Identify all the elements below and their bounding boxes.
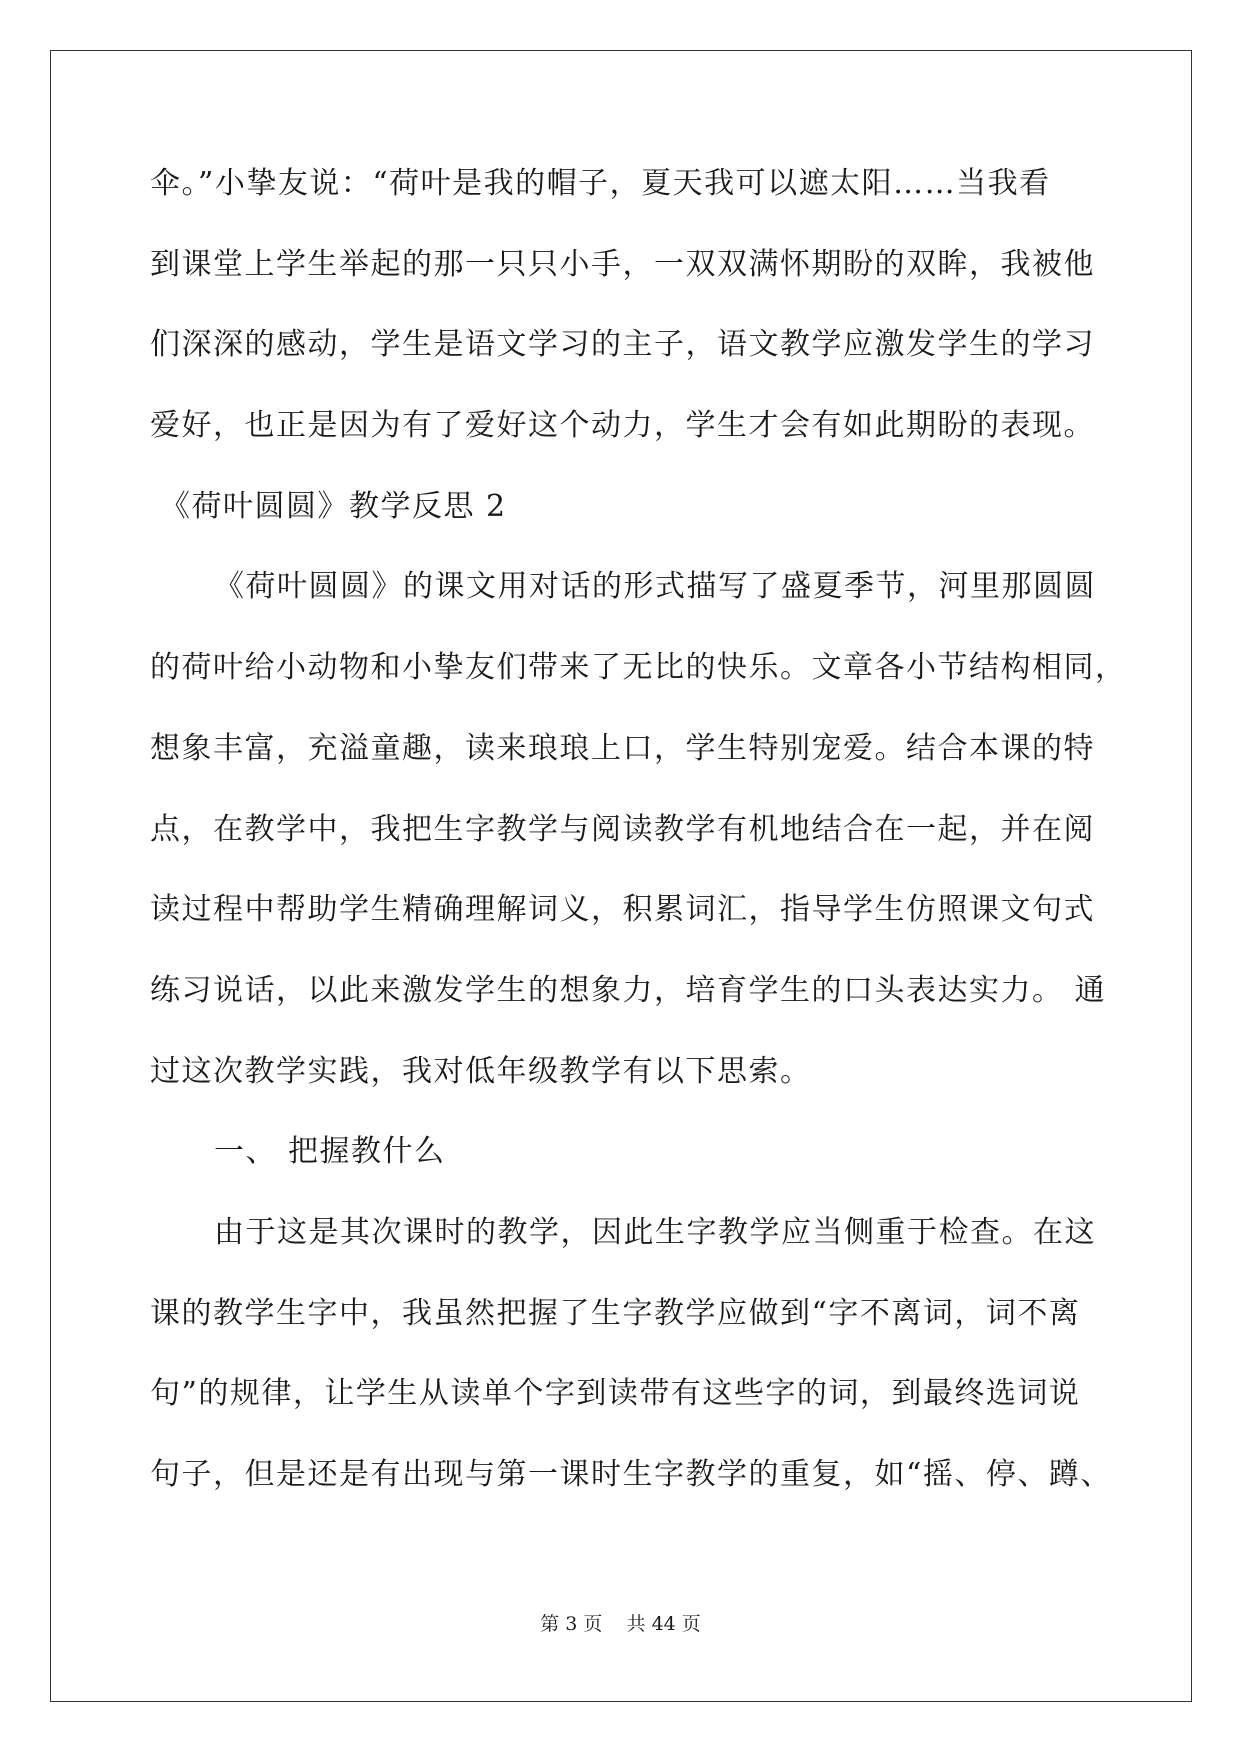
text-line: 《荷叶圆圆》的课文用对话的形式描写了盛夏季节，河里那圆圆 bbox=[214, 569, 1096, 605]
subsection-heading: 一、 把握教什么 bbox=[214, 1134, 446, 1170]
text-line: 想象丰富，充溢童趣，读来琅琅上口，学生特别宠爱。结合本课的特 bbox=[150, 730, 1095, 766]
text-line: 爱好，也正是因为有了爱好这个动力，学生才会有如此期盼的表现。 bbox=[150, 408, 1095, 444]
text-line: 读过程中帮助学生精确理解词义，积累词汇，指导学生仿照课文句式 bbox=[150, 892, 1095, 928]
text-line: 由于这是其次课时的教学，因此生字教学应当侧重于检查。在这 bbox=[214, 1214, 1096, 1250]
text-line: 到课堂上学生举起的那一只只小手，一双双满怀期盼的双眸，我被他 bbox=[150, 246, 1095, 282]
text-line: 点，在教学中，我把生字教学与阅读教学有机地结合在一起，并在阅 bbox=[150, 811, 1095, 847]
section-heading: 《荷叶圆圆》教学反思 2 bbox=[160, 488, 507, 524]
text-line: 伞。”小挚友说：“荷叶是我的帽子，夏天我可以遮太阳……当我看 bbox=[150, 166, 1051, 201]
text-line: 们深深的感动，学生是语文学习的主子，语文教学应激发学生的学习 bbox=[150, 327, 1095, 363]
text-line: 句”的规律，让学生从读单个字到读带有这些字的词，到最终选词说 bbox=[150, 1376, 1081, 1412]
text-line: 句子，但是还是有出现与第一课时生字教学的重复，如“摇、停、蹲、 bbox=[150, 1457, 1112, 1492]
page-number-footer: 第 3 页 共 44 页 bbox=[540, 1613, 701, 1635]
document-body bbox=[150, 164, 1127, 1536]
text-line: 过这次教学实践，我对低年级教学有以下思索。 bbox=[150, 1053, 812, 1089]
text-line: 练习说话，以此来激发学生的想象力，培育学生的口头表达实力。 通 bbox=[150, 972, 1107, 1008]
text-line: 课的教学生字中，我虽然把握了生字教学应做到“字不离词，词不离 bbox=[150, 1295, 1081, 1331]
text-line: 的荷叶给小动物和小挚友们带来了无比的快乐。文章各小节结构相同， bbox=[150, 650, 1127, 686]
